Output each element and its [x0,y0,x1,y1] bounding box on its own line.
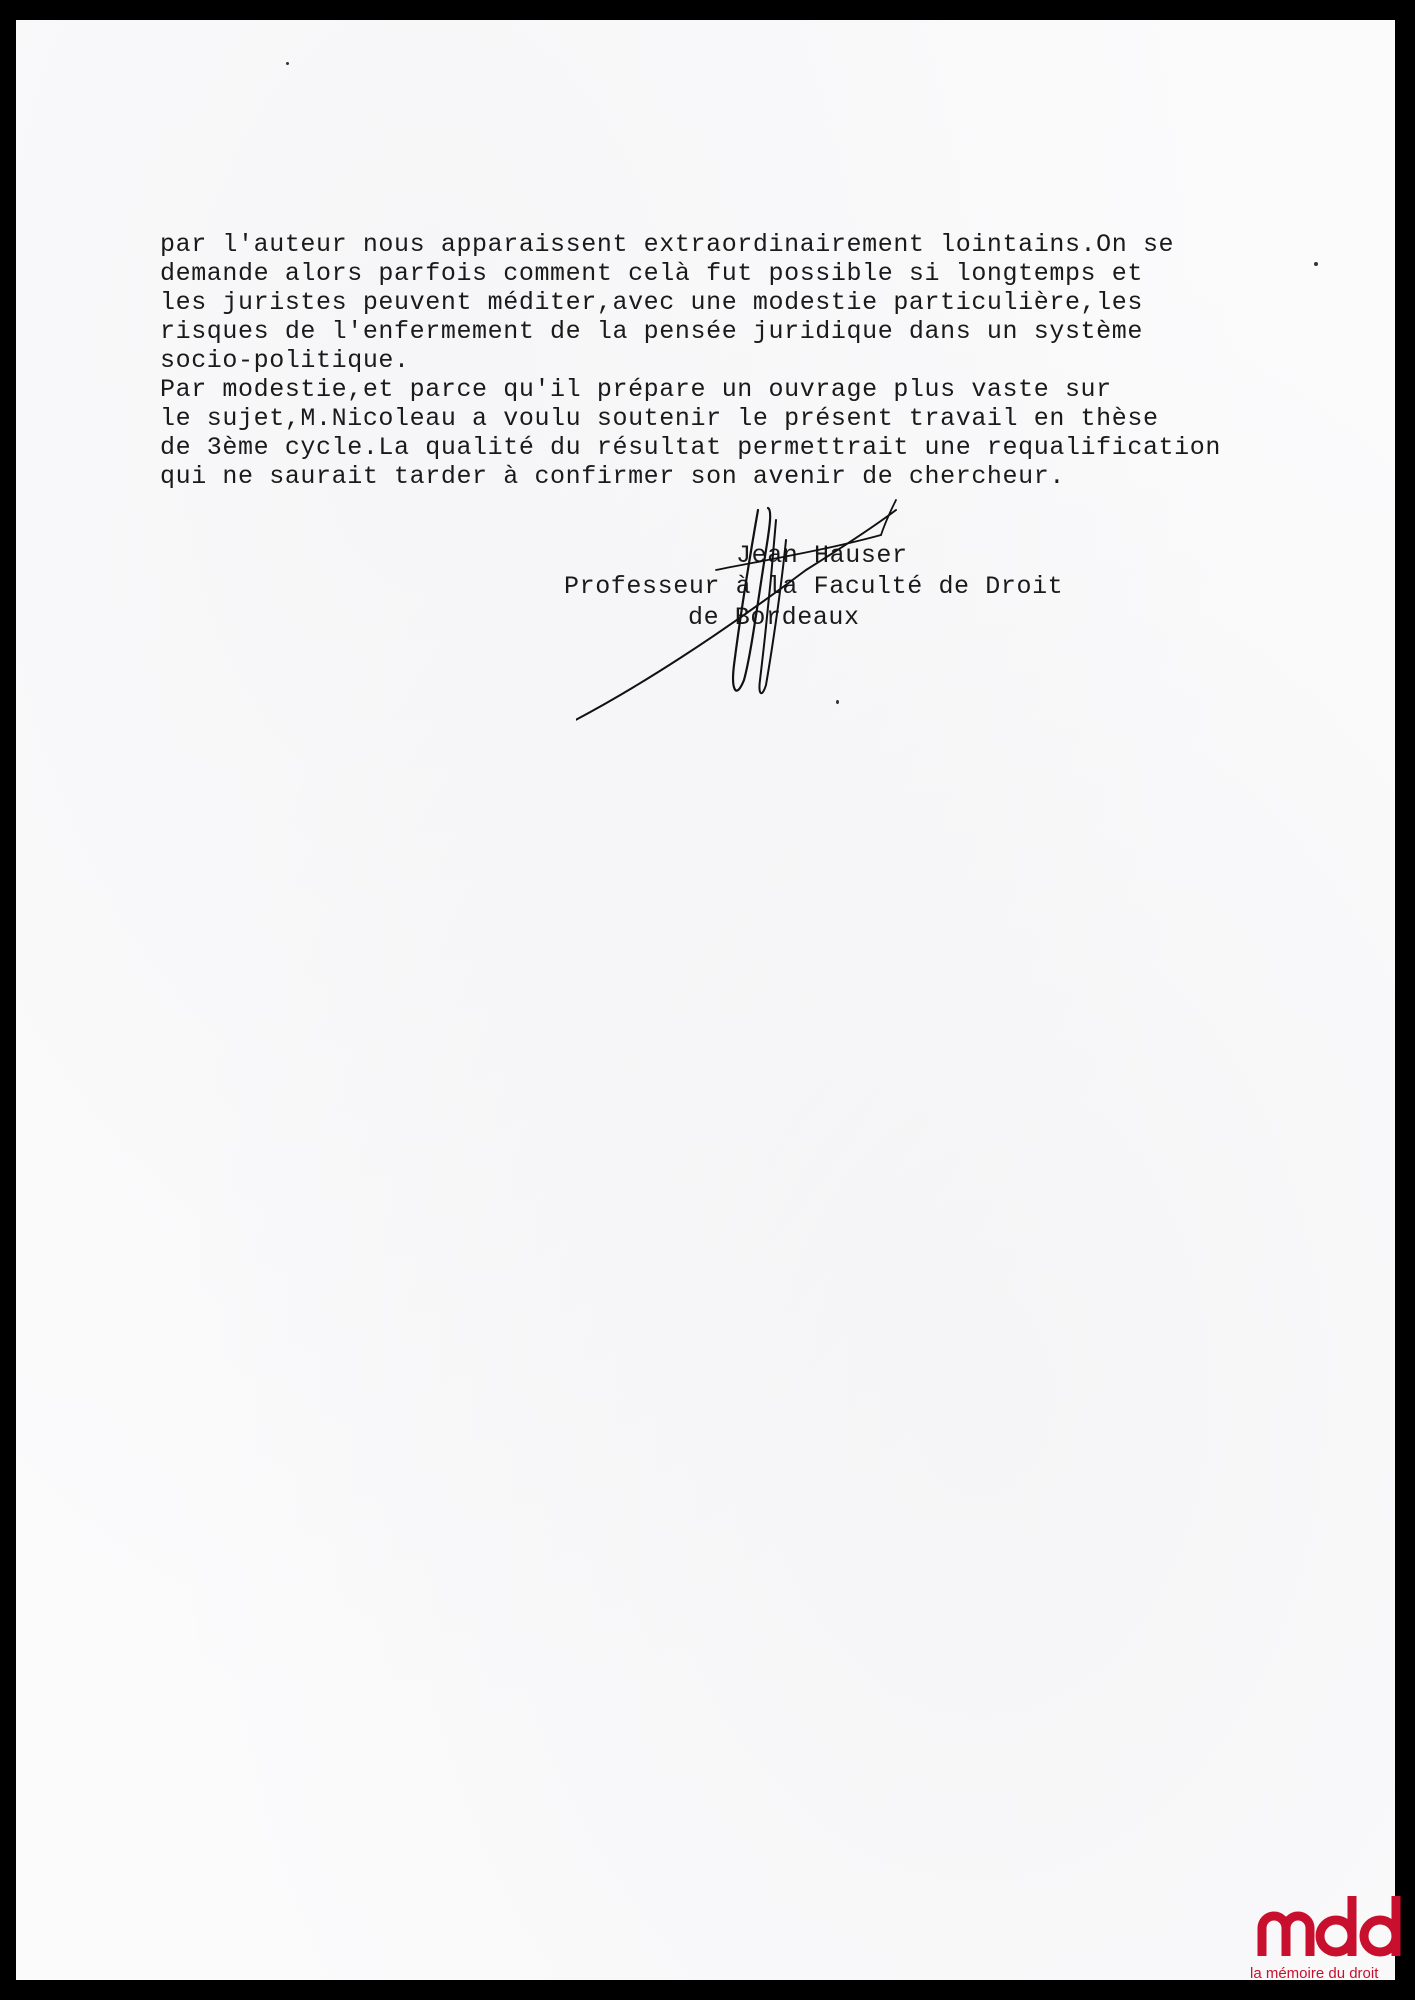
signatory-title: Professeur à la Faculté de Droit [564,572,1064,601]
paper-speck [286,62,289,65]
text-line: Par modestie,et parce qu'il prépare un ouvrage plus vaste sur [160,375,1112,404]
text-line: qui ne saurait tarder à confirmer son avenir de chercheur. [160,462,1065,491]
text-line: le sujet,M.Nicoleau a voulu soutenir le présent travail en thèse [160,404,1159,433]
document-page [16,20,1395,1980]
paper-speck [836,700,839,704]
text-line: demande alors parfois comment celà fut possible si longtemps et [160,259,1143,288]
body-text [160,230,1310,491]
mdd-logo-mark [1256,1890,1406,1960]
signatory-name: Jean Hauser [736,541,908,570]
mdd-logo [1250,1890,1410,1990]
signatory-institution: de Bordeaux [688,603,860,632]
text-line: risques de l'enfermement de la pensée juridique dans un système [160,317,1143,346]
text-line: les juristes peuvent méditer,avec une modestie particulière,les [160,288,1143,317]
text-line: par l'auteur nous apparaissent extraordinairement lointains.On se [160,230,1175,259]
text-line: socio-politique. [160,346,410,375]
signature-block [564,540,1264,633]
paper-speck [1314,262,1318,266]
mdd-caption: la mémoire du droit [1250,1965,1379,1982]
text-line: de 3ème cycle.La qualité du résultat permettrait une requalification [160,433,1221,462]
